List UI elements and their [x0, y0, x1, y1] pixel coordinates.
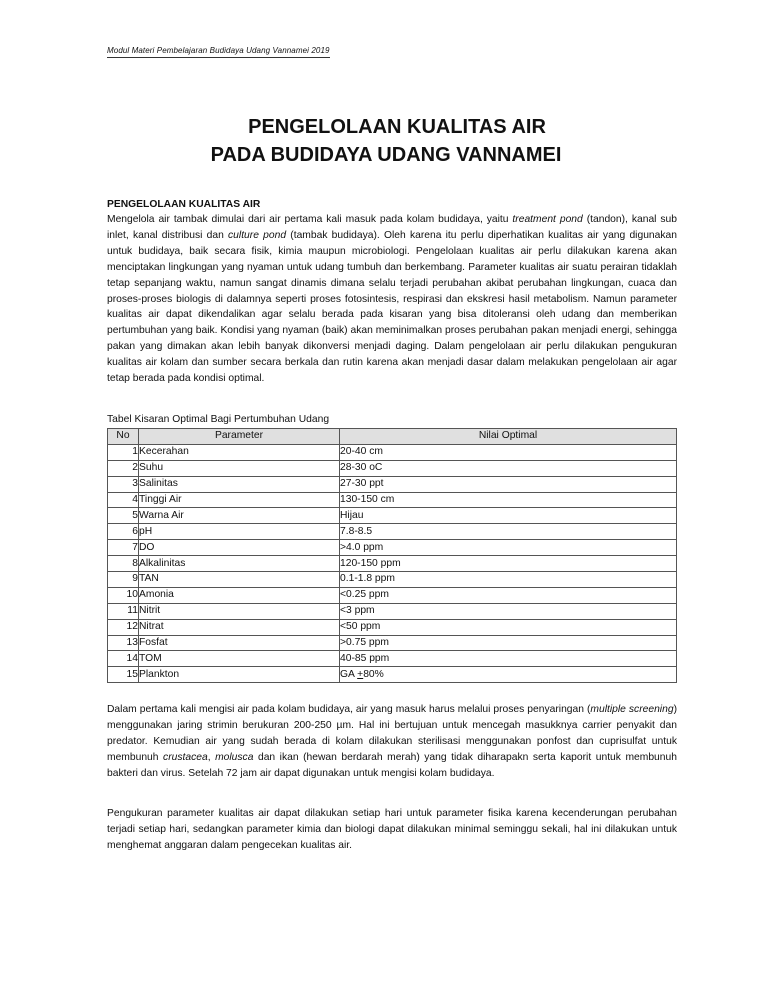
cell-no: 2 — [108, 460, 139, 476]
header-no: No — [108, 429, 139, 445]
para1-text-a: Mengelola air tambak dimulai dari air pertama kali masuk pada kolam budidaya, yaitu — [107, 214, 513, 225]
cell-no: 10 — [108, 587, 139, 603]
para2-separator: , — [207, 751, 216, 763]
cell-value — [340, 667, 677, 683]
cell-value: 27-30 ppt — [340, 476, 677, 492]
header-value: Nilai Optimal — [340, 429, 677, 445]
cell-value: <0.25 ppm — [340, 587, 677, 603]
para1-text-b: (tandon), kanal sub inlet, kanal distribusi dan — [107, 214, 677, 241]
cell-no: 6 — [108, 524, 139, 540]
cell-parameter: Alkalinitas — [139, 556, 340, 572]
table-row — [108, 603, 677, 619]
cell-parameter: pH — [139, 524, 340, 540]
para1-text-c: (tambak budidaya). Oleh karena itu perlu diperhatikan kualitas air yang digunakan untuk budidaya, baik secara fisik, kimia maupun microbiologi. Pengelolaan kualitas air perlu dilakukan karena akan menciptakan lingkungan yang nyaman untuk udang tumbuh dan berkembang. Parameter kualitas air suatu perairan tidaklah tetap sepanjang waktu, namun sangat dinamis dimana selalu terjadi perubahan akibat perubahan lingkungan, cuaca dan proses-proses biologis di dalamnya seperti proses fotosintesis, respirasi dan ekskresi hasil metabolism. Namun parameter kualitas air dapat dikendalikan agar selalu berada pada kisaran yang bisa ditoleransi oleh udang dan memberikan pertumbuhan yang baik. Kondisi yang nyaman (baik) akan meminimalkan proses perubahan pakan menjadi energi, sehingga pakan yang dimakan akan lebih banyak dikonversi menjadi daging. Dalam pengelolaan air perlu dilakukan pengukuran kualitas air kolam dan sumber secara berkala dan rutin karena akan menjadi dasar dalam melakukan pengelolaan air agar tetap berada pada kondisi optimal. — [107, 229, 677, 385]
table-row — [108, 460, 677, 476]
plankton-value-suffix: 80% — [363, 668, 384, 680]
plankton-value-prefix: GA — [340, 668, 358, 680]
cell-parameter: Warna Air — [139, 508, 340, 524]
table-row — [108, 556, 677, 572]
cell-no: 1 — [108, 444, 139, 460]
table-header-row — [108, 429, 677, 445]
cell-no: 3 — [108, 476, 139, 492]
table-row — [108, 651, 677, 667]
table-row — [108, 508, 677, 524]
cell-parameter: Plankton — [139, 667, 340, 683]
cell-parameter: Salinitas — [139, 476, 340, 492]
cell-no: 15 — [108, 667, 139, 683]
table-row — [108, 540, 677, 556]
cell-parameter: Amonia — [139, 587, 340, 603]
table-row — [108, 635, 677, 651]
cell-parameter: TOM — [139, 651, 340, 667]
cell-value: 120-150 ppm — [340, 556, 677, 572]
cell-parameter: Suhu — [139, 460, 340, 476]
cell-parameter: Nitrit — [139, 603, 340, 619]
cell-parameter: DO — [139, 540, 340, 556]
page-title-line-2: PADA BUDIDAYA UDANG VANNAMEI — [210, 144, 562, 166]
para2-italic-crustacea: crustacea — [163, 751, 208, 763]
para1-italic-culture-pond: culture pond — [228, 229, 287, 241]
cell-parameter: Tinggi Air — [139, 492, 340, 508]
table-row — [108, 619, 677, 635]
table-row — [108, 492, 677, 508]
para1-italic-treatment-pond: treatment pond — [512, 214, 583, 225]
section-heading: PENGELOLAAN KUALITAS AIR — [107, 199, 261, 210]
table-row — [108, 572, 677, 588]
cell-value: <3 ppm — [340, 603, 677, 619]
table-caption: Tabel Kisaran Optimal Bagi Pertumbuhan Udang — [107, 414, 330, 425]
cell-value: 0.1-1.8 ppm — [340, 572, 677, 588]
paragraph-intro — [107, 212, 677, 387]
cell-value: >4.0 ppm — [340, 540, 677, 556]
table-row — [108, 587, 677, 603]
cell-no: 14 — [108, 651, 139, 667]
cell-no: 11 — [108, 603, 139, 619]
cell-value: 40-85 ppm — [340, 651, 677, 667]
cell-value: >0.75 ppm — [340, 635, 677, 651]
table-row — [108, 476, 677, 492]
para2-italic-multiple-screening: multiple screening — [590, 704, 674, 715]
cell-no: 9 — [108, 572, 139, 588]
cell-parameter: TAN — [139, 572, 340, 588]
cell-value: <50 ppm — [340, 619, 677, 635]
cell-parameter: Kecerahan — [139, 444, 340, 460]
cell-no: 13 — [108, 635, 139, 651]
running-header: Modul Materi Pembelajaran Budidaya Udang Vannamei 2019 — [107, 46, 330, 58]
para2-text-b: ) menggunakan jaring strimin berukuran 200-250 µm. Hal ini bertujuan untuk mencegah masukknya carrier penyakit dan predator. Kemudian air yang sudah berada di kolam dilakukan sterilisasi menggunakan ponfost dan cuprisulfat untuk membunuh — [107, 704, 677, 763]
table-row — [108, 444, 677, 460]
para2-text-a: Dalam pertama kali mengisi air pada kolam budidaya, air yang masuk harus melalui proses penyaringan ( — [107, 704, 591, 715]
cell-value: 20-40 cm — [340, 444, 677, 460]
cell-value: 28-30 oC — [340, 460, 677, 476]
cell-value: 7.8-8.5 — [340, 524, 677, 540]
cell-value: 130-150 cm — [340, 492, 677, 508]
cell-no: 7 — [108, 540, 139, 556]
table-row — [108, 524, 677, 540]
header-parameter: Parameter — [139, 429, 340, 445]
para2-text-c: dan ikan (hewan berdarah merah) yang tidak diharapakn serta kaporit untuk membunuh bakteri dan virus. Setelah 72 jam air dapat digunakan untuk mengisi kolam budidaya. — [107, 751, 677, 779]
cell-no: 12 — [108, 619, 139, 635]
paragraph-measurement: Pengukuran parameter kualitas air dapat dilakukan setiap hari untuk parameter fisika karena kecenderungan perubahan terjadi setiap hari, sedangkan parameter kimia dan biologi dapat dilakukan minimal seminggu sekali, hal ini dilakukan untuk menghemat anggaran dalam pengecekan kualitas air. — [107, 808, 677, 851]
para2-italic-molusca: molusca — [215, 751, 254, 763]
plus-minus-symbol: + — [357, 668, 364, 680]
cell-no: 8 — [108, 556, 139, 572]
cell-value: Hijau — [340, 508, 677, 524]
cell-parameter: Nitrat — [139, 619, 340, 635]
page-title-line-1: PENGELOLAAN KUALITAS AIR — [248, 116, 546, 138]
table-row — [108, 667, 677, 683]
cell-no: 5 — [108, 508, 139, 524]
cell-parameter: Fosfat — [139, 635, 340, 651]
water-quality-table — [107, 428, 677, 683]
paragraph-filling — [107, 702, 677, 782]
cell-no: 4 — [108, 492, 139, 508]
